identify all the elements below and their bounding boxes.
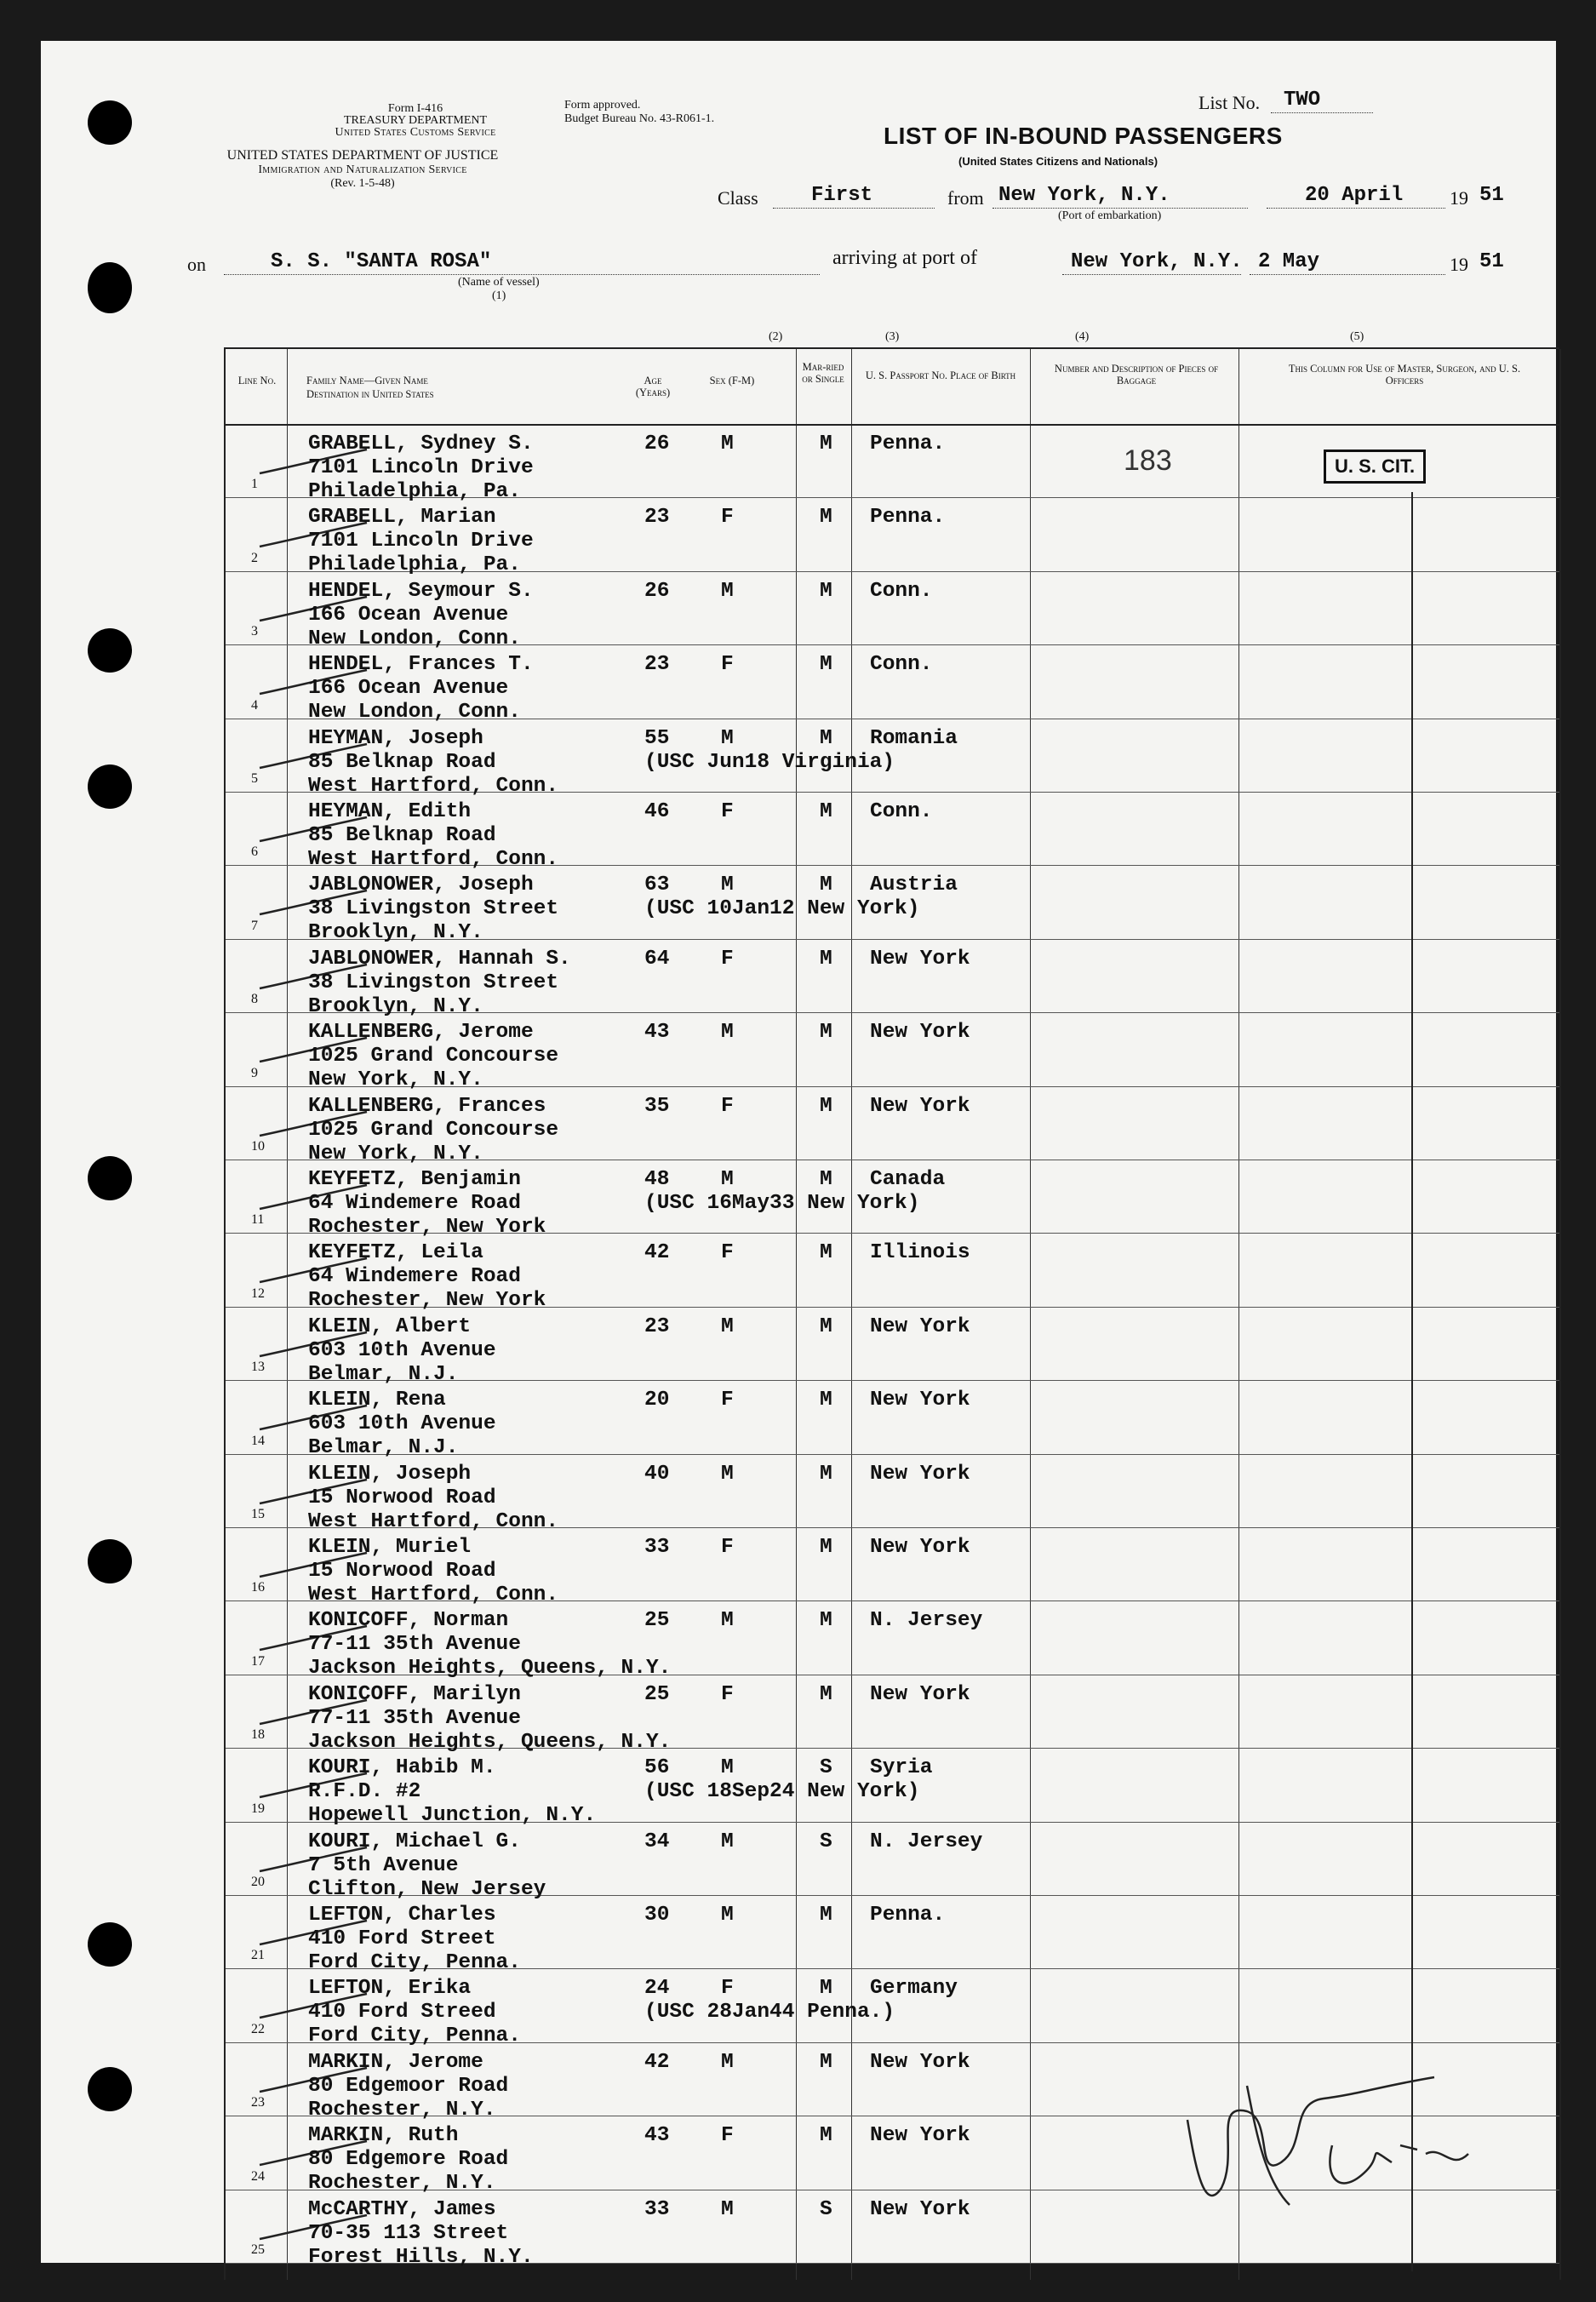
marital-status: M <box>820 1904 832 1927</box>
arrival-date: 2 May <box>1258 250 1320 273</box>
table-row <box>226 792 1559 871</box>
passenger-name: KALLENBERG, Jerome <box>308 1021 534 1045</box>
address-line-1: 85 Belknap Road <box>308 824 496 847</box>
address-line-2: Rochester, New York <box>308 1289 546 1313</box>
address-line-1: 77-11 35th Avenue <box>308 1706 521 1730</box>
header-family-name: Family Name—Given Name <box>306 375 428 387</box>
revision: (Rev. 1-5-48) <box>330 177 395 190</box>
passenger-name: LEFTON, Erika <box>308 1977 472 2001</box>
sex: M <box>721 1462 734 1486</box>
table-row <box>226 1160 1559 1239</box>
address-line-2: Rochester, New York <box>308 1216 546 1239</box>
citizenship-note: (USC 18Sep24 New York) <box>644 1780 920 1804</box>
address-line-1: 1025 Grand Concourse <box>308 1045 559 1068</box>
marital-status: M <box>820 1021 832 1045</box>
place-of-birth: New York <box>870 1536 970 1559</box>
address-line-1: 64 Windemere Road <box>308 1192 521 1215</box>
place-of-birth: Romania <box>870 726 958 750</box>
table-row <box>226 939 1559 1018</box>
place-of-birth: Penna. <box>870 506 946 530</box>
header-age: Age (Years) <box>635 375 671 398</box>
marital-status: S <box>820 1830 832 1853</box>
table-row <box>226 1968 1559 2048</box>
line-number: 12 <box>251 1286 265 1301</box>
budget-bureau: Budget Bureau No. 43-R061-1. <box>564 112 715 125</box>
address-line-1: 80 Edgemoor Road <box>308 2074 509 2098</box>
table-row <box>226 1454 1559 1533</box>
age: 33 <box>644 1536 670 1559</box>
address-line-1: 603 10th Avenue <box>308 1338 496 1362</box>
place-of-birth: Illinois <box>870 1241 970 1265</box>
address-line-1: 15 Norwood Road <box>308 1560 496 1583</box>
passenger-name: GRABELL, Sydney S. <box>308 432 534 455</box>
table-row <box>226 644 1559 724</box>
depart-year: 51 <box>1479 184 1504 207</box>
line-number: 23 <box>251 2095 265 2110</box>
passenger-table <box>224 347 1559 2280</box>
address-line-1: 603 10th Avenue <box>308 1412 496 1436</box>
customs-service: United States Customs Service <box>335 126 496 139</box>
passenger-name: GRABELL, Marian <box>308 506 496 530</box>
place-of-birth: Syria <box>870 1756 933 1780</box>
col2-number: (2) <box>769 330 783 343</box>
col3-number: (3) <box>885 330 900 343</box>
table-row <box>226 865 1559 945</box>
line-number: 17 <box>251 1653 265 1669</box>
table-row <box>226 1307 1559 1386</box>
sex: M <box>721 1021 734 1045</box>
header-baggage: Number and Description of Pieces of Baggage <box>1054 363 1219 387</box>
address-line-1: 7 5th Avenue <box>308 1853 459 1877</box>
address-line-1: 166 Ocean Avenue <box>308 677 509 701</box>
address-line-1: 80 Edgemore Road <box>308 2148 509 2172</box>
sex: F <box>721 1536 734 1559</box>
marital-status: S <box>820 1756 832 1780</box>
table-row <box>226 1012 1559 1092</box>
marital-status: M <box>820 506 832 530</box>
age: 30 <box>644 1904 670 1927</box>
line-number: 7 <box>251 918 258 933</box>
header-sex: Sex (F-M) <box>709 375 755 387</box>
passenger-name: HEYMAN, Joseph <box>308 726 483 750</box>
header-married: Mar-ried or Single <box>802 361 844 385</box>
address-line-1: 85 Belknap Road <box>308 750 496 774</box>
marital-status: M <box>820 432 832 455</box>
from-label: from <box>947 187 984 209</box>
address-line-2: Philadelphia, Pa. <box>308 553 521 577</box>
col5-number: (5) <box>1350 330 1364 343</box>
justice-dept: UNITED STATES DEPARTMENT OF JUSTICE <box>226 148 499 163</box>
age: 33 <box>644 2197 670 2221</box>
address-line-2: Jackson Heights, Queens, N.Y. <box>308 1730 672 1754</box>
line-number: 25 <box>251 2242 265 2257</box>
address-line-2: Brooklyn, N.Y. <box>308 994 483 1018</box>
marital-status: M <box>820 1389 832 1412</box>
address-line-2: Brooklyn, N.Y. <box>308 921 483 945</box>
page-subtitle: (United States Citizens and Nationals) <box>958 155 1158 168</box>
passenger-name: HEYMAN, Edith <box>308 800 472 823</box>
punch-hole <box>88 262 132 313</box>
marital-status: M <box>820 726 832 750</box>
sex: M <box>721 432 734 455</box>
place-of-birth: Conn. <box>870 653 933 677</box>
marital-status: M <box>820 653 832 677</box>
address-line-2: Hopewell Junction, N.Y. <box>308 1804 597 1828</box>
address-line-2: West Hartford, Conn. <box>308 774 559 798</box>
address-line-1: 410 Ford Street <box>308 1927 496 1950</box>
place-of-birth: New York <box>870 2197 970 2221</box>
line-number: 24 <box>251 2168 265 2184</box>
place-of-birth: New York <box>870 2050 970 2074</box>
marital-status: M <box>820 1168 832 1191</box>
place-of-birth: Penna. <box>870 432 946 455</box>
list-no-label: List No. <box>1198 92 1261 113</box>
age: 64 <box>644 947 670 971</box>
marital-status: M <box>820 1536 832 1559</box>
form-approved: Form approved. <box>564 99 641 112</box>
address-line-1: 77-11 35th Avenue <box>308 1633 521 1657</box>
line-number: 8 <box>251 992 258 1007</box>
marital-status: M <box>820 947 832 971</box>
depart-date: 20 April <box>1305 184 1404 207</box>
marital-status: M <box>820 1609 832 1633</box>
age: 26 <box>644 579 670 603</box>
vessel-label: (Name of vessel) <box>458 276 540 289</box>
sex: F <box>721 1682 734 1706</box>
baggage-count: 183 <box>1124 444 1172 477</box>
citizenship-note: (USC Jun18 Virginia) <box>644 750 895 774</box>
header-passport: U. S. Passport No. Place of Birth <box>865 369 1016 381</box>
address-line-2: Rochester, N.Y. <box>308 2172 496 2196</box>
place-of-birth: New York <box>870 1094 970 1118</box>
marital-status: S <box>820 2197 832 2221</box>
punch-hole <box>88 1156 132 1200</box>
form-number: Form I-416 <box>387 102 443 115</box>
place-of-birth: Germany <box>870 1977 958 2001</box>
place-of-birth: Canada <box>870 1168 946 1191</box>
document-page <box>41 41 1556 2269</box>
passenger-name: HENDEL, Seymour S. <box>308 579 534 603</box>
arrival-year: 51 <box>1479 250 1504 273</box>
punch-hole <box>88 628 132 673</box>
from-port: New York, N.Y. <box>998 184 1170 207</box>
passenger-name: HENDEL, Frances T. <box>308 653 534 677</box>
passenger-name: KLEIN, Rena <box>308 1389 446 1412</box>
address-line-2: New York, N.Y. <box>308 1142 483 1165</box>
address-line-1: 7101 Lincoln Drive <box>308 530 534 553</box>
address-line-2: New London, Conn. <box>308 701 521 724</box>
place-of-birth: Penna. <box>870 1904 946 1927</box>
us-citizen-stamp: U. S. CIT. <box>1324 450 1426 484</box>
age: 20 <box>644 1389 670 1412</box>
address-line-1: 7101 Lincoln Drive <box>308 456 534 479</box>
table-header <box>226 349 1559 426</box>
table-row <box>226 1895 1559 1974</box>
on-label: on <box>187 254 206 275</box>
stamp-continuation-line <box>1411 492 1413 2271</box>
table-row <box>226 497 1559 577</box>
table-row <box>226 1233 1559 1313</box>
passenger-name: McCARTHY, James <box>308 2197 496 2221</box>
sex: M <box>721 579 734 603</box>
address-line-2: West Hartford, Conn. <box>308 1583 559 1606</box>
vessel-name: S. S. "SANTA ROSA" <box>271 250 492 273</box>
line-number: 19 <box>251 1801 265 1816</box>
age: 40 <box>644 1462 670 1486</box>
citizenship-note: (USC 28Jan44 Penna.) <box>644 2001 895 2024</box>
sex: M <box>721 1830 734 1853</box>
line-number: 18 <box>251 1727 265 1743</box>
table-row <box>226 1748 1559 1828</box>
address-line-1: 410 Ford Streed <box>308 2001 496 2024</box>
passenger-name: JABLONOWER, Hannah S. <box>308 947 571 971</box>
age: 24 <box>644 1977 670 2001</box>
passenger-name: KEYFETZ, Leila <box>308 1241 483 1265</box>
sex: F <box>721 653 734 677</box>
passenger-name: KOURI, Habib M. <box>308 1756 496 1780</box>
passenger-name: KLEIN, Albert <box>308 1314 472 1338</box>
marital-status: M <box>820 1094 832 1118</box>
marital-status: M <box>820 1314 832 1338</box>
line-number: 16 <box>251 1580 265 1595</box>
place-of-birth: New York <box>870 1021 970 1045</box>
address-line-2: Rochester, N.Y. <box>308 2098 496 2122</box>
sex: F <box>721 506 734 530</box>
address-line-2: Philadelphia, Pa. <box>308 480 521 503</box>
place-of-birth: New York <box>870 947 970 971</box>
age: 34 <box>644 1830 670 1853</box>
age: 23 <box>644 506 670 530</box>
line-number: 10 <box>251 1138 265 1154</box>
age: 43 <box>644 1021 670 1045</box>
age: 43 <box>644 2124 670 2148</box>
marital-status: M <box>820 1241 832 1265</box>
place-of-birth: Austria <box>870 873 958 897</box>
age: 55 <box>644 726 670 750</box>
line-number: 9 <box>251 1065 258 1080</box>
address-line-2: Ford City, Penna. <box>308 2024 521 2048</box>
list-no-value: TWO <box>1284 89 1321 112</box>
table-row <box>226 1380 1559 1460</box>
line-number: 13 <box>251 1360 265 1375</box>
passenger-name: KEYFETZ, Benjamin <box>308 1168 521 1191</box>
address-line-1: 166 Ocean Avenue <box>308 603 509 627</box>
address-line-1: 64 Windemere Road <box>308 1265 521 1289</box>
age: 48 <box>644 1168 670 1191</box>
sex: M <box>721 2050 734 2074</box>
sex: M <box>721 2197 734 2221</box>
age: 42 <box>644 2050 670 2074</box>
line-number: 4 <box>251 697 258 713</box>
line-number: 2 <box>251 550 258 565</box>
arriving-label: arriving at port of <box>832 247 977 269</box>
place-of-birth: Conn. <box>870 579 933 603</box>
marital-status: M <box>820 579 832 603</box>
age: 26 <box>644 432 670 455</box>
address-line-1: 15 Norwood Road <box>308 1486 496 1509</box>
header-line-no: Line No. <box>237 375 277 387</box>
table-row <box>226 1675 1559 1754</box>
place-of-birth: New York <box>870 1314 970 1338</box>
place-of-birth: Conn. <box>870 800 933 823</box>
sex: M <box>721 1756 734 1780</box>
line-number: 5 <box>251 770 258 786</box>
age: 25 <box>644 1609 670 1633</box>
address-line-2: West Hartford, Conn. <box>308 848 559 871</box>
punch-hole <box>88 764 132 809</box>
age: 25 <box>644 1682 670 1706</box>
sex: F <box>721 1389 734 1412</box>
marital-status: M <box>820 1462 832 1486</box>
address-line-2: New York, N.Y. <box>308 1068 483 1092</box>
sex: M <box>721 726 734 750</box>
address-line-2: Ford City, Penna. <box>308 1951 521 1974</box>
passenger-name: KALLENBERG, Frances <box>308 1094 546 1118</box>
arrival-year-prefix: 19 <box>1450 254 1468 275</box>
address-line-1: 38 Livingston Street <box>308 971 559 994</box>
sex: F <box>721 1094 734 1118</box>
col4-number: (4) <box>1075 330 1090 343</box>
age: 42 <box>644 1241 670 1265</box>
address-line-1: 1025 Grand Concourse <box>308 1118 559 1142</box>
marital-status: M <box>820 1977 832 2001</box>
ins-service: Immigration and Naturalization Service <box>258 163 467 176</box>
line-number: 1 <box>251 477 258 492</box>
sex: M <box>721 1609 734 1633</box>
sex: M <box>721 873 734 897</box>
marital-status: M <box>820 873 832 897</box>
age: 23 <box>644 1314 670 1338</box>
line-number: 3 <box>251 624 258 639</box>
sex: M <box>721 1168 734 1191</box>
passenger-name: KLEIN, Joseph <box>308 1462 472 1486</box>
marital-status: M <box>820 2050 832 2074</box>
table-row <box>226 1527 1559 1606</box>
sex: F <box>721 2124 734 2148</box>
line-number: 20 <box>251 1874 265 1889</box>
class-value: First <box>811 184 873 207</box>
sex: F <box>721 1977 734 2001</box>
sex: M <box>721 1314 734 1338</box>
line-number: 21 <box>251 1948 265 1963</box>
punch-hole <box>88 1922 132 1967</box>
treasury-dept: TREASURY DEPARTMENT <box>343 114 488 127</box>
address-line-2: Clifton, New Jersey <box>308 1877 546 1901</box>
official-signature <box>1162 2052 1519 2248</box>
class-label: Class <box>718 187 758 209</box>
line-number: 6 <box>251 845 258 860</box>
table-row <box>226 571 1559 650</box>
place-of-birth: New York <box>870 1462 970 1486</box>
age: 35 <box>644 1094 670 1118</box>
line-number: 22 <box>251 2021 265 2036</box>
place-of-birth: New York <box>870 1682 970 1706</box>
citizenship-note: (USC 10Jan12 New York) <box>644 897 920 921</box>
table-row <box>226 1601 1559 1681</box>
table-row <box>226 719 1559 798</box>
address-line-2: Jackson Heights, Queens, N.Y. <box>308 1657 672 1681</box>
marital-status: M <box>820 800 832 823</box>
arrival-port: New York, N.Y. <box>1071 250 1243 273</box>
age: 63 <box>644 873 670 897</box>
table-row <box>226 1086 1559 1165</box>
sex: F <box>721 947 734 971</box>
place-of-birth: New York <box>870 1389 970 1412</box>
passenger-name: KOURI, Michael G. <box>308 1830 521 1853</box>
passenger-name: KONICOFF, Marilyn <box>308 1682 521 1706</box>
passenger-name: MARKIN, Ruth <box>308 2124 459 2148</box>
table-row <box>226 1822 1559 1901</box>
sex: F <box>721 1241 734 1265</box>
address-line-2: Forest Hills, N.Y. <box>308 2245 534 2269</box>
age: 46 <box>644 800 670 823</box>
col1-label: (1) <box>492 289 506 302</box>
passenger-name: KONICOFF, Norman <box>308 1609 509 1633</box>
marital-status: M <box>820 2124 832 2148</box>
depart-year-prefix: 19 <box>1450 187 1468 209</box>
passenger-name: KLEIN, Muriel <box>308 1536 472 1559</box>
passenger-name: MARKIN, Jerome <box>308 2050 483 2074</box>
address-line-2: Belmar, N.J. <box>308 1362 459 1386</box>
punch-hole <box>88 2067 132 2111</box>
port-embark-label: (Port of embarkation) <box>1058 209 1162 222</box>
citizenship-note: (USC 16May33 New York) <box>644 1192 920 1215</box>
address-line-1: 70-35 113 Street <box>308 2221 509 2245</box>
passenger-name: JABLONOWER, Joseph <box>308 873 534 897</box>
punch-hole <box>88 1539 132 1583</box>
marital-status: M <box>820 1682 832 1706</box>
line-number: 11 <box>251 1212 265 1228</box>
age: 23 <box>644 653 670 677</box>
address-line-2: Belmar, N.J. <box>308 1436 459 1460</box>
passenger-name: LEFTON, Charles <box>308 1904 496 1927</box>
address-line-1: R.F.D. #2 <box>308 1780 421 1804</box>
age: 56 <box>644 1756 670 1780</box>
address-line-2: New London, Conn. <box>308 627 521 650</box>
place-of-birth: N. Jersey <box>870 1830 983 1853</box>
place-of-birth: New York <box>870 2124 970 2148</box>
sex: M <box>721 1904 734 1927</box>
line-number: 14 <box>251 1433 265 1448</box>
place-of-birth: N. Jersey <box>870 1609 983 1633</box>
sex: F <box>721 800 734 823</box>
punch-hole <box>88 100 132 145</box>
header-destination: Destination in United States <box>306 388 434 400</box>
address-line-2: West Hartford, Conn. <box>308 1509 559 1533</box>
header-officers: This Column for Use of Master, Surgeon, and U. S. Officers <box>1288 363 1521 387</box>
address-line-1: 38 Livingston Street <box>308 897 559 921</box>
page-title: LIST OF IN-BOUND PASSENGERS <box>884 123 1283 149</box>
line-number: 15 <box>251 1506 265 1521</box>
